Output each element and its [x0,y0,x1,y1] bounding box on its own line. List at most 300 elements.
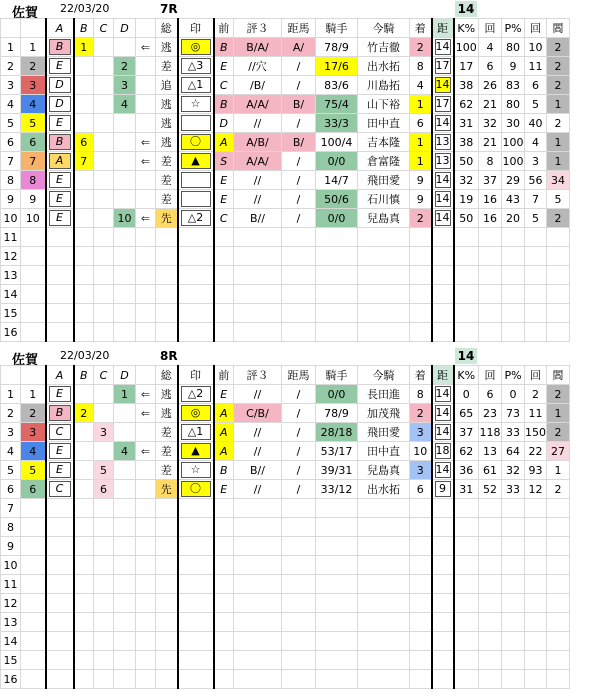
jockey-name-cell: 長田進 [358,385,410,404]
distance-value: 14 [435,116,450,129]
odds-rank-cell: 2 [547,114,570,133]
col-b-cell [74,304,94,323]
distance-value: 14 [435,463,450,476]
table-row[interactable] [1,95,570,114]
jockey-stat-cell: 78/9 [316,404,358,423]
prev-cell [214,575,234,594]
distance-cell [432,228,454,247]
header-count-2: 回 [525,19,547,38]
distance-cell [432,152,454,171]
prev-cell [214,266,234,285]
row-number-cell: 16 [1,670,21,689]
p-percent-cell [502,499,525,518]
col-d-cell [114,152,136,171]
prev-cell: B [214,38,234,57]
p-percent-cell [502,537,525,556]
odds-rank-cell [547,304,570,323]
finish-cell [410,247,432,266]
header-rank-a: A [46,366,74,385]
arrow-cell [136,518,156,537]
rank-a-cell [46,266,74,285]
rank-a-value: E [49,462,71,478]
col-c-cell [94,632,114,651]
odds-rank-cell [547,266,570,285]
prev-cell [214,632,234,651]
arrow-cell [136,76,156,95]
header-count: 回 [479,366,502,385]
prev-cell [214,651,234,670]
finish-cell [410,304,432,323]
count-2-cell: 3 [525,152,547,171]
distance-horse-cell [282,632,316,651]
count-2-cell [525,632,547,651]
distance-value: 14 [435,173,450,186]
eval3-cell [234,499,282,518]
k-percent-cell: 65 [454,404,479,423]
odds-rank-cell: 1 [547,404,570,423]
count-2-cell: 6 [525,76,547,95]
prev-cell [214,228,234,247]
count-cell [479,556,502,575]
distance-horse-cell [282,613,316,632]
finish-cell [410,285,432,304]
rank-a-value: C [49,424,71,440]
count-cell [479,670,502,689]
distance-horse-cell [282,556,316,575]
style-cell [156,613,178,632]
count-2-cell: 7 [525,190,547,209]
table-row[interactable] [1,190,570,209]
k-percent-cell [454,594,479,613]
style-cell: 先 [156,480,178,499]
jockey-name-cell: 田中直 [358,442,410,461]
mark-cell [178,152,214,171]
empty-row [1,228,570,247]
row-number-cell: 8 [1,518,21,537]
p-percent-cell: 43 [502,190,525,209]
count-cell: 13 [479,442,502,461]
col-b-cell: 7 [74,152,94,171]
header-mark: 印 [178,366,214,385]
finish-cell [410,323,432,342]
header-waku [21,366,46,385]
prev-cell: A [214,133,234,152]
distance-cell [432,323,454,342]
style-cell [156,304,178,323]
distance-value: 17 [435,59,450,72]
mark-value [181,172,211,188]
p-percent-cell [502,247,525,266]
arrow-cell [136,613,156,632]
mark-cell [178,285,214,304]
col-d-cell [114,266,136,285]
header-style: 総 [156,19,178,38]
distance-horse-cell: / [282,57,316,76]
mark-value: △3 [181,58,211,74]
odds-rank-cell [547,613,570,632]
count-2-cell: 40 [525,114,547,133]
count-2-cell: 11 [525,57,547,76]
col-d-cell [114,480,136,499]
rank-a-value: E [49,443,71,459]
odds-rank-cell: 5 [547,190,570,209]
header-col-b: B [74,19,94,38]
finish-cell [410,632,432,651]
rank-a-cell [46,594,74,613]
count-cell: 52 [479,480,502,499]
odds-rank-cell [547,247,570,266]
odds-rank-cell: 1 [547,95,570,114]
distance-cell [432,285,454,304]
col-c-cell [94,133,114,152]
jockey-stat-cell: 0/0 [316,385,358,404]
mark-cell [178,76,214,95]
p-percent-cell: 80 [502,38,525,57]
arrow-cell [136,423,156,442]
odds-rank-cell [547,575,570,594]
prev-cell: S [214,152,234,171]
col-b-cell [74,285,94,304]
header-k-percent: K% [454,366,479,385]
rank-a-value: E [49,210,71,226]
col-d-cell: 2 [114,57,136,76]
arrow-cell [136,285,156,304]
header-odds-rank: 閻 [547,366,570,385]
row-number-cell: 12 [1,247,21,266]
col-d-cell [114,304,136,323]
rank-a-value: D [49,77,71,93]
col-c-cell [94,209,114,228]
odds-rank-cell [547,323,570,342]
table-row[interactable] [1,423,570,442]
arrow-cell: ⇐ [136,38,156,57]
waku-cell: 6 [21,133,46,152]
waku-cell: 4 [21,442,46,461]
count-2-cell: 93 [525,461,547,480]
count-cell [479,304,502,323]
col-d-cell [114,613,136,632]
odds-rank-cell [547,537,570,556]
count-2-cell: 22 [525,442,547,461]
distance-horse-cell [282,247,316,266]
col-d-cell [114,632,136,651]
prev-cell: D [214,114,234,133]
table-row[interactable] [1,38,570,57]
jockey-stat-cell [316,670,358,689]
odds-rank-cell: 2 [547,480,570,499]
col-c-cell [94,404,114,423]
distance-cell [432,171,454,190]
mark-cell [178,442,214,461]
k-percent-cell [454,304,479,323]
table-row[interactable] [1,171,570,190]
jockey-stat-cell: 50/6 [316,190,358,209]
distance-cell [432,670,454,689]
distance-horse-cell: / [282,423,316,442]
col-b-cell: 2 [74,404,94,423]
race-7-header [0,0,599,21]
count-2-cell [525,670,547,689]
waku-cell [21,228,46,247]
distance-value: 17 [435,97,450,110]
p-percent-cell: 100 [502,152,525,171]
count-2-cell: 4 [525,133,547,152]
count-cell: 21 [479,95,502,114]
distance-horse-cell [282,518,316,537]
header-distance: 距 [432,19,454,38]
count-cell [479,594,502,613]
distance-horse-cell [282,537,316,556]
odds-rank-cell [547,285,570,304]
rank-a-cell [46,404,74,423]
header-p-percent: P% [502,19,525,38]
count-cell: 21 [479,133,502,152]
style-cell [156,285,178,304]
p-percent-cell: 80 [502,95,525,114]
count-2-cell: 5 [525,95,547,114]
col-d-cell [114,594,136,613]
col-d-cell: 4 [114,442,136,461]
mark-cell [178,461,214,480]
p-percent-cell: 20 [502,209,525,228]
k-percent-cell [454,323,479,342]
style-cell [156,323,178,342]
col-c-cell [94,575,114,594]
waku-cell [21,575,46,594]
arrow-cell [136,461,156,480]
table-row[interactable] [1,442,570,461]
mark-cell [178,266,214,285]
jockey-name-cell [358,304,410,323]
rank-a-cell [46,518,74,537]
mark-cell [178,594,214,613]
k-percent-cell [454,266,479,285]
col-b-cell [74,651,94,670]
table-row[interactable] [1,461,570,480]
header-col-c: C [94,19,114,38]
p-percent-cell [502,575,525,594]
jockey-name-cell [358,266,410,285]
arrow-cell: ⇐ [136,404,156,423]
jockey-stat-cell [316,594,358,613]
col-b-cell [74,518,94,537]
jockey-name-cell [358,632,410,651]
count-2-cell: 11 [525,404,547,423]
row-number-cell: 12 [1,594,21,613]
k-percent-cell: 50 [454,209,479,228]
distance-value: 14 [435,211,450,224]
k-percent-cell [454,632,479,651]
row-number-cell: 5 [1,461,21,480]
jockey-name-cell [358,285,410,304]
finish-cell: 6 [410,480,432,499]
waku-cell [21,613,46,632]
table-row[interactable] [1,480,570,499]
empty-row [1,518,570,537]
waku-cell [21,266,46,285]
distance-horse-cell [282,499,316,518]
distance-cell [432,304,454,323]
jockey-name-cell: 田中直 [358,114,410,133]
count-cell [479,575,502,594]
table-row[interactable] [1,57,570,76]
k-percent-cell [454,499,479,518]
race-7-section [0,0,599,345]
col-c-cell [94,95,114,114]
eval3-cell [234,670,282,689]
odds-rank-cell: 2 [547,385,570,404]
mark-cell [178,95,214,114]
mark-value: ▲ [181,443,211,459]
col-b-cell [74,190,94,209]
finish-cell: 10 [410,442,432,461]
p-percent-cell: 32 [502,461,525,480]
col-b-cell [74,323,94,342]
row-number-cell: 3 [1,423,21,442]
eval3-cell [234,632,282,651]
rank-a-value: B [49,134,71,150]
mark-value: ☆ [181,462,211,478]
jockey-name-cell [358,575,410,594]
prev-cell [214,323,234,342]
mark-cell [178,556,214,575]
rank-a-value: E [49,386,71,402]
race-number: 8R [160,349,178,363]
rank-a-cell [46,323,74,342]
jockey-name-cell [358,556,410,575]
row-number-cell: 6 [1,480,21,499]
finish-cell: 1 [410,133,432,152]
prev-cell [214,594,234,613]
header-jockey-stat: 騎手 [316,366,358,385]
k-percent-cell: 31 [454,114,479,133]
rank-a-value: E [49,172,71,188]
col-b-cell [74,670,94,689]
eval3-cell [234,285,282,304]
row-number-cell: 1 [1,38,21,57]
row-number-cell: 3 [1,76,21,95]
header-rank-a: A [46,19,74,38]
distance-value: 18 [435,444,450,457]
header-count: 回 [479,19,502,38]
distance-horse-cell: / [282,461,316,480]
col-d-cell [114,247,136,266]
eval3-cell [234,575,282,594]
jockey-name-cell: 竹吉徹 [358,38,410,57]
distance-cell [432,499,454,518]
arrow-cell [136,632,156,651]
header-row [1,19,570,38]
mark-value [181,191,211,207]
col-d-cell [114,38,136,57]
finish-cell [410,228,432,247]
header-col-d: D [114,366,136,385]
jockey-stat-cell [316,266,358,285]
distance-horse-cell: / [282,385,316,404]
style-cell [156,556,178,575]
count-cell [479,518,502,537]
table-row[interactable] [1,114,570,133]
col-c-cell [94,594,114,613]
table-row[interactable] [1,133,570,152]
col-b-cell [74,537,94,556]
col-d-cell [114,537,136,556]
mark-cell [178,133,214,152]
arrow-cell [136,594,156,613]
rank-a-cell [46,285,74,304]
header-finish: 着 [410,366,432,385]
distance-cell [432,651,454,670]
empty-row [1,613,570,632]
race-7-table [0,18,570,342]
eval3-cell: // [234,480,282,499]
table-row[interactable] [1,209,570,228]
col-c-cell [94,247,114,266]
eval3-cell: A/A/ [234,95,282,114]
count-2-cell [525,323,547,342]
header-jockey-name: 今騎 [358,366,410,385]
eval3-cell [234,556,282,575]
rank-a-value: E [49,191,71,207]
waku-cell [21,323,46,342]
style-cell: 逃 [156,133,178,152]
distance-horse-cell [282,594,316,613]
arrow-cell: ⇐ [136,385,156,404]
p-percent-cell: 64 [502,442,525,461]
p-percent-cell: 0 [502,385,525,404]
header-col-d: D [114,19,136,38]
finish-cell: 3 [410,461,432,480]
eval3-cell [234,613,282,632]
col-c-cell: 3 [94,423,114,442]
table-row[interactable] [1,385,570,404]
jockey-stat-cell: 33/3 [316,114,358,133]
prev-cell [214,556,234,575]
col-b-cell [74,461,94,480]
finish-cell: 1 [410,95,432,114]
table-row[interactable] [1,152,570,171]
count-cell: 6 [479,385,502,404]
col-c-cell [94,228,114,247]
table-row[interactable] [1,76,570,95]
rank-a-value: E [49,58,71,74]
rank-a-cell [46,423,74,442]
row-number-cell: 13 [1,613,21,632]
table-row[interactable] [1,404,570,423]
distance-cell [432,556,454,575]
header-row [1,366,570,385]
p-percent-cell: 29 [502,171,525,190]
p-percent-cell: 30 [502,114,525,133]
col-d-cell [114,285,136,304]
col-c-cell [94,114,114,133]
race-8-table [0,365,570,689]
waku-cell: 8 [21,171,46,190]
distance-cell [432,114,454,133]
arrow-cell [136,171,156,190]
odds-rank-cell [547,670,570,689]
count-cell: 118 [479,423,502,442]
style-cell: 差 [156,442,178,461]
k-percent-cell: 50 [454,152,479,171]
col-d-cell [114,323,136,342]
jockey-name-cell: 山下裕 [358,95,410,114]
odds-rank-cell [547,499,570,518]
k-percent-cell: 38 [454,76,479,95]
distance-value: 13 [435,154,450,167]
rank-a-value: D [49,96,71,112]
rank-a-value: C [49,481,71,497]
